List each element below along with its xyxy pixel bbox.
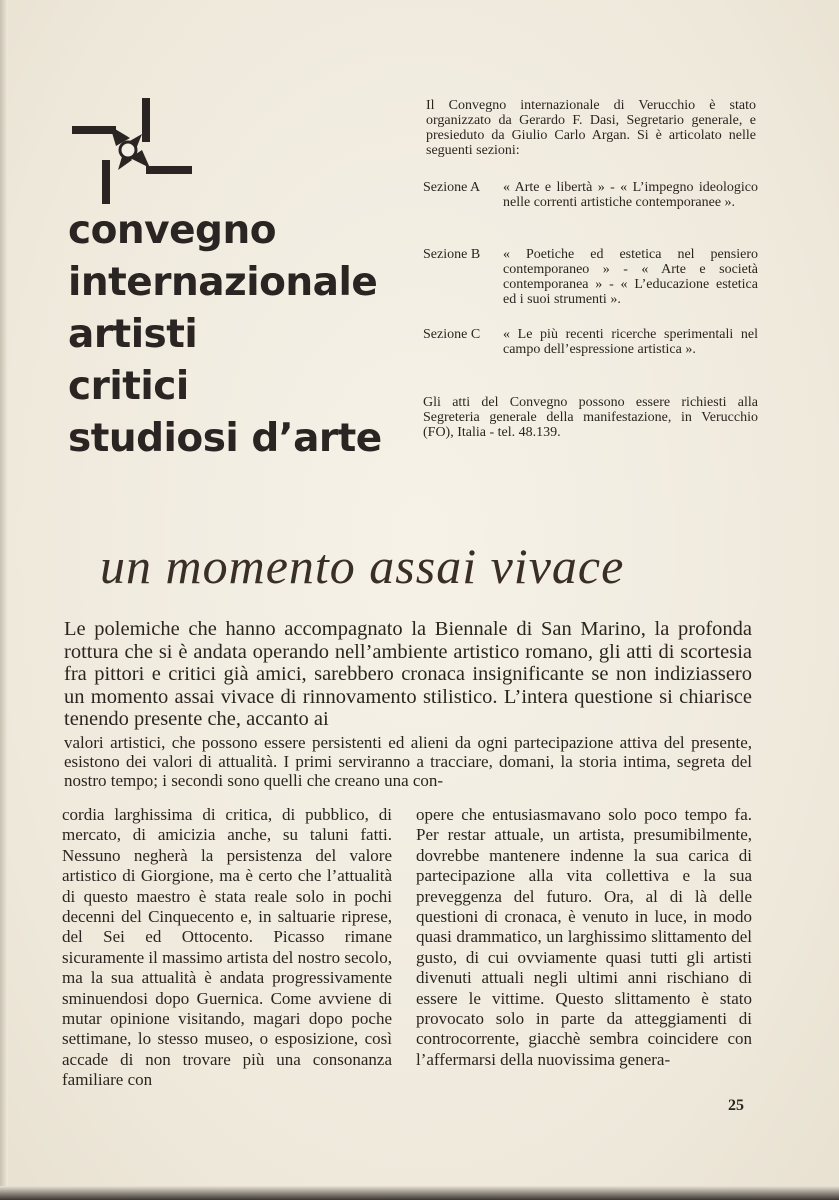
page-number: 25 [728, 1097, 744, 1114]
body-column-right: opere che entusiasmavano solo poco tempo fa. Per restar attuale, un artista, presumibilmente, dovrebbe mantenere indenne la sua carica di partecipazione alla vita collettiva e la sua preveggenza del futuro. Ora, al di là delle questioni di cronaca, è venuto in luce, in modo quasi drammatico, un larghissimo slittamento del gusto, di cui ovviamente quasi tutti gli artisti divenuti attuali negli ultimi anni rischiano di essere le vittime. Questo slittamento è stato provocato solo in parte da atteggiamenti di controcorrente, giacchè sembra coincidere con l’affermarsi della nuovissima genera- [416, 805, 752, 1069]
section-label: Sezione B [423, 247, 481, 262]
section-item [423, 327, 758, 357]
section-text: « Poetiche ed estetica nel pensiero contemporaneo » - « Arte e società contemporanea » - « L’educazione estetica ed i suoi strumenti ». [503, 247, 758, 307]
section-label: Sezione C [423, 327, 481, 342]
title-line: critici [68, 364, 189, 409]
section-text: « Le più recenti ricerche sperimentali nel campo dell’espressione artistica ». [503, 327, 758, 357]
title-line: convegno [68, 208, 277, 253]
article-headline: un momento assai vivace [100, 538, 625, 594]
title-line: artisti [68, 312, 198, 357]
lead-paragraph: Le polemiche che hanno accompagnato la Biennale di San Marino, la profonda rottura che si è andata operando nell’ambiente artistico romano, gli atti di scortesia fra pittori e critici già amici, sarebbero cronaca insignificante se non indiziassero un momento assai vivace di rinnovamento stilistico. L’intera questione si chiarisce tenendo presente che, accanto ai [64, 618, 752, 730]
intro-paragraph: Il Convegno internazionale di Verucchio è stato organizzato da Gerardo F. Dasi, Segretario generale, e presieduto da Giulio Carlo Argan. Si è articolato nelle seguenti sezioni: [426, 98, 756, 158]
lead-paragraph-continued: valori artistici, che possono essere persistenti ed alieni da ogni partecipazione attiva del presente, esistono dei valori di attualità. I primi serviranno a tracciare, domani, la storia intima, segreta del nostro tempo; i secondi sono quelli che creano una con- [64, 733, 752, 790]
section-item [423, 247, 758, 307]
section-label: Sezione A [423, 180, 481, 195]
body-column-left: cordia larghissima di critica, di pubblico, di mercato, di amicizia anche, su taluni fatti. Nessuno negherà la persistenza del valore artistico di Giorgione, ma è certo che l’attualità di questo maestro è stata reale solo in pochi decenni del Cinquecento e, in saltuarie riprese, del Sei ed Ottocento. Picasso rimane sicuramente il massimo artista del nostro secolo, ma la sua attualità è andata progressivamente sminuendosi dopo Guernica. Come avviene di mutar opinione visitando, magari dopo poche settimane, lo stesso museo, o esposizione, così accade di non trovare più una consonanza familiare con [62, 805, 393, 1090]
convegno-title [68, 205, 428, 465]
title-line: studiosi d’arte [68, 416, 382, 461]
proceedings-note: Gli atti del Convegno possono essere richiesti alla Segreteria generale della manifestazione, in Verucchio (FO), Italia - tel. 48.139. [423, 395, 758, 440]
title-line: internazionale [68, 260, 378, 305]
convegno-logo-icon [72, 98, 192, 206]
section-item [423, 180, 758, 210]
section-text: « Arte e libertà » - « L’impegno ideologico nelle correnti artistiche contemporanee ». [503, 180, 758, 210]
page-bottom-edge [0, 1186, 839, 1200]
page-binding-edge [0, 0, 8, 1200]
